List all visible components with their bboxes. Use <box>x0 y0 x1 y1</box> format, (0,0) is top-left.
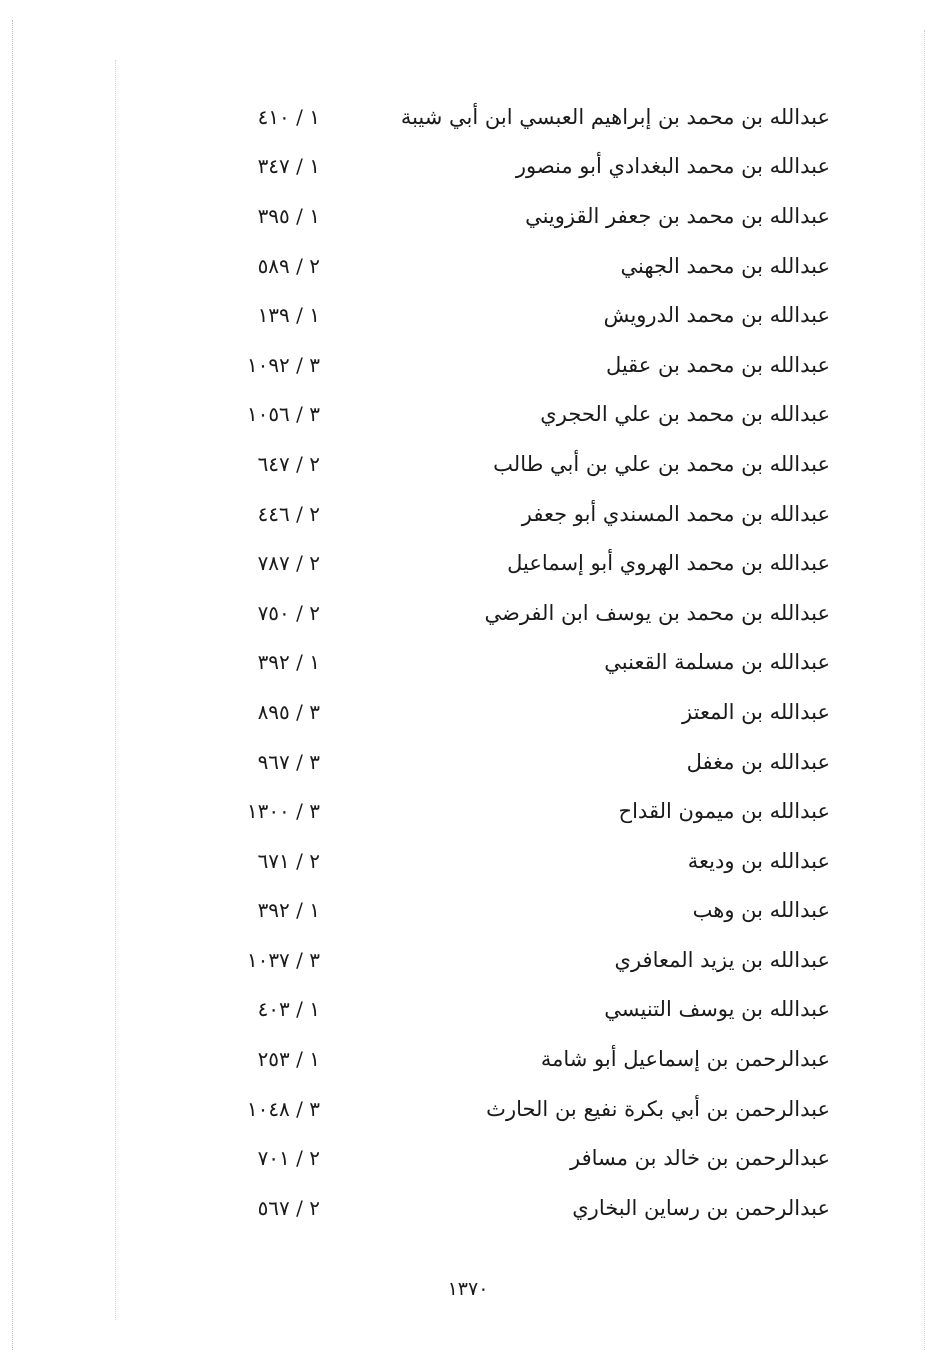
index-entry <box>150 191 830 241</box>
entry-volume-page: ٣ / ٩٦٧ <box>257 749 320 774</box>
entry-volume-page: ١ / ٤٠٣ <box>257 997 320 1022</box>
entry-volume-page: ٣ / ١٣٠٠ <box>246 799 320 824</box>
index-entry <box>150 92 830 142</box>
index-entry <box>150 538 830 588</box>
entry-name: عبدالرحمن بن أبي بكرة نفيع بن الحارث <box>486 1096 830 1121</box>
index-entry <box>150 588 830 638</box>
index-entry <box>150 290 830 340</box>
entry-name: عبدالله بن محمد بن عقيل <box>605 352 830 377</box>
scan-artifact-inner <box>115 60 117 1320</box>
entry-volume-page: ١ / ٤١٠ <box>257 104 320 129</box>
entry-name: عبدالله بن مسلمة القعنبي <box>604 650 830 675</box>
entry-name: عبدالله بن ميمون القداح <box>618 799 830 824</box>
entry-name: عبدالله بن محمد بن جعفر القزويني <box>525 203 830 228</box>
entry-name: عبدالرحمن بن رساين البخاري <box>572 1195 830 1220</box>
entry-name: عبدالله بن محمد البغدادي أبو منصور <box>515 154 830 179</box>
entry-volume-page: ٣ / ١٠٣٧ <box>246 947 320 972</box>
entry-name: عبدالله بن المعتز <box>682 699 830 724</box>
entry-volume-page: ٣ / ٨٩٥ <box>257 699 320 724</box>
index-entry <box>150 142 830 192</box>
index-entry <box>150 836 830 886</box>
index-entry <box>150 1034 830 1084</box>
entry-volume-page: ١ / ٣٩٢ <box>257 650 320 675</box>
index-entry <box>150 737 830 787</box>
entry-name: عبدالله بن محمد المسندي أبو جعفر <box>521 501 830 526</box>
entry-volume-page: ٢ / ٧٠١ <box>257 1146 320 1171</box>
entry-volume-page: ٢ / ٤٤٦ <box>257 501 320 526</box>
entry-volume-page: ١ / ١٣٩ <box>257 303 320 328</box>
entry-volume-page: ٣ / ١٠٤٨ <box>246 1096 320 1121</box>
index-entry <box>150 935 830 985</box>
entry-name: عبدالله بن محمد بن علي بن أبي طالب <box>493 451 830 476</box>
index-entry <box>150 390 830 440</box>
entry-name: عبدالله بن محمد الجهني <box>620 253 830 278</box>
index-entry <box>150 687 830 737</box>
index-entry <box>150 1183 830 1233</box>
entry-volume-page: ٢ / ٧٥٠ <box>257 600 320 625</box>
scan-artifact-left <box>12 20 14 1350</box>
index-entry <box>150 489 830 539</box>
index-entry <box>150 1133 830 1183</box>
entry-volume-page: ١ / ٣٩٥ <box>257 203 320 228</box>
entry-volume-page: ٢ / ٦٧١ <box>257 848 320 873</box>
index-entry <box>150 340 830 390</box>
index-entry <box>150 786 830 836</box>
index-entry <box>150 1084 830 1134</box>
entry-volume-page: ١ / ٣٩٢ <box>257 898 320 923</box>
entry-volume-page: ١ / ٣٤٧ <box>257 154 320 179</box>
entry-name: عبدالله بن يوسف التنيسي <box>604 997 830 1022</box>
entry-volume-page: ٢ / ٧٨٧ <box>257 551 320 576</box>
entry-volume-page: ٣ / ١٠٩٢ <box>246 352 320 377</box>
entry-name: عبدالله بن مغفل <box>686 749 830 774</box>
entry-name: عبدالله بن محمد بن علي الحجري <box>540 402 830 427</box>
index-entry <box>150 439 830 489</box>
entry-name: عبدالله بن يزيد المعافري <box>614 947 830 972</box>
scan-artifact-right <box>924 30 926 1350</box>
entry-volume-page: ٣ / ١٠٥٦ <box>246 402 320 427</box>
index-entry <box>150 886 830 936</box>
index-entry <box>150 985 830 1035</box>
index-list <box>150 92 830 1233</box>
index-entry <box>150 638 830 688</box>
entry-name: عبدالرحمن بن خالد بن مسافر <box>570 1146 830 1171</box>
entry-name: عبدالله بن محمد الهروي أبو إسماعيل <box>507 551 830 576</box>
entry-name: عبدالله بن وديعة <box>687 848 830 873</box>
entry-name: عبدالله بن محمد بن يوسف ابن الفرضي <box>484 600 830 625</box>
entry-name: عبدالله بن محمد الدرويش <box>603 303 830 328</box>
entry-name: عبدالله بن وهب <box>692 898 830 923</box>
index-entry <box>150 241 830 291</box>
entry-volume-page: ٢ / ٦٤٧ <box>257 451 320 476</box>
entry-volume-page: ١ / ٢٥٣ <box>257 1047 320 1072</box>
entry-volume-page: ٢ / ٥٦٧ <box>257 1195 320 1220</box>
page-number: ١٣٧٠ <box>447 1278 489 1300</box>
entry-volume-page: ٢ / ٥٨٩ <box>257 253 320 278</box>
entry-name: عبدالله بن محمد بن إبراهيم العبسي ابن أبي شيبة <box>400 104 830 129</box>
entry-name: عبدالرحمن بن إسماعيل أبو شامة <box>540 1047 830 1072</box>
